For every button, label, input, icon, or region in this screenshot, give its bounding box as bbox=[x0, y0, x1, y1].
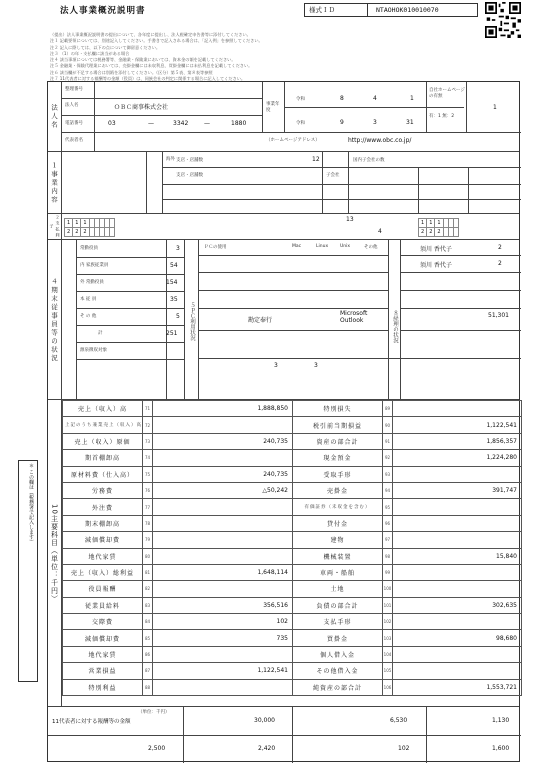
owner-name: 須川 香代子 bbox=[420, 262, 452, 269]
note-line: 注２ 記入に際しては、以下の点について御留意ください。 bbox=[50, 44, 161, 50]
ledger-no: 72 bbox=[143, 417, 153, 433]
ledger-label: 交際費 bbox=[63, 614, 143, 630]
staff-value: 251 bbox=[166, 330, 178, 337]
fiscal-to-year: 9 bbox=[340, 119, 344, 126]
grid-cell: 2 bbox=[427, 228, 435, 237]
footer-value: 102 bbox=[398, 745, 410, 752]
ledger-amount bbox=[153, 499, 293, 515]
ledger-amount: 1,122,541 bbox=[393, 417, 522, 433]
phone-sep: — bbox=[148, 120, 154, 127]
interest-grid bbox=[64, 218, 115, 237]
ledger-label: 従業員給料 bbox=[63, 597, 143, 613]
ledger-no: 86 bbox=[143, 646, 153, 662]
staff-label: 外 常勤役員 bbox=[80, 280, 104, 285]
phone-prefix: 3342 bbox=[173, 120, 189, 127]
owner-pct: 2 bbox=[498, 244, 502, 251]
ledger-amount bbox=[153, 679, 293, 695]
ledger-label: 純資産の部合計 bbox=[293, 679, 383, 695]
ledger-no: 91 bbox=[383, 433, 393, 449]
dept-label: 支店・店舗数 bbox=[176, 158, 203, 163]
footer-value: 6,530 bbox=[390, 717, 408, 724]
ledger-amount: 98,680 bbox=[393, 630, 522, 646]
ledger-amount bbox=[153, 532, 293, 548]
ledger-label: 資産の部合計 bbox=[293, 433, 383, 449]
ledger-no: 73 bbox=[143, 433, 153, 449]
form-frame bbox=[47, 81, 520, 762]
ledger-label: 建物 bbox=[293, 532, 383, 548]
footer-value: 1,600 bbox=[492, 745, 510, 752]
ledger-label: 営業損益 bbox=[63, 663, 143, 679]
ledger-no: 99 bbox=[383, 564, 393, 580]
ledger-amount: 1,224,280 bbox=[393, 450, 522, 466]
ledger-no: 93 bbox=[383, 466, 393, 482]
ledger-row bbox=[293, 450, 522, 466]
ledger-row bbox=[293, 646, 522, 662]
staff-label: 源泉徴収対象 bbox=[80, 348, 107, 353]
ledger-amount: 1,648,114 bbox=[153, 564, 293, 580]
ledger-label: 労務費 bbox=[63, 482, 143, 498]
ledger-row bbox=[293, 630, 522, 646]
ledger-row bbox=[63, 532, 293, 548]
staff-label: そ の 他 bbox=[80, 314, 97, 319]
fiscal-to-month: 3 bbox=[373, 119, 377, 126]
it-count: 13 bbox=[346, 216, 354, 223]
pc-title: ＰＣの使用 bbox=[204, 245, 227, 250]
ledger-row bbox=[63, 581, 293, 597]
ledger-row bbox=[293, 433, 522, 449]
ledger-amount bbox=[393, 614, 522, 630]
ledger-no: 101 bbox=[383, 597, 393, 613]
ledger-label: 期末棚卸高 bbox=[63, 515, 143, 531]
url-label: （ホームページアドレス） bbox=[266, 138, 320, 143]
ledger-amount: 356,516 bbox=[153, 597, 293, 613]
ledger-no: 87 bbox=[143, 663, 153, 679]
owner-subtotal: 51,301 bbox=[488, 312, 509, 319]
ledger-no: 96 bbox=[383, 515, 393, 531]
note-line: 注４ 該当事項については税務署等、金融業・保険業においては、資本金の額を記載してください。 bbox=[50, 57, 236, 63]
pc-item-other: その他 bbox=[364, 245, 378, 250]
extra-value: 3 bbox=[274, 362, 278, 369]
ledger-row bbox=[293, 597, 522, 613]
ledger-amount bbox=[153, 548, 293, 564]
ledger-row bbox=[293, 532, 522, 548]
grid-cell: 2 bbox=[419, 228, 427, 237]
homepage-choice: 有：1 無：2 bbox=[429, 114, 455, 119]
ledger-amount: △50,242 bbox=[153, 482, 293, 498]
ledger-row bbox=[293, 614, 522, 630]
grid-cell: 1 bbox=[419, 219, 427, 228]
staff-value: 35 bbox=[170, 296, 178, 303]
fiscal-from-month: 4 bbox=[373, 95, 377, 102]
ledger-row bbox=[63, 515, 293, 531]
company-block bbox=[48, 82, 519, 152]
ledger-amount bbox=[153, 515, 293, 531]
company-row-label: 代表者名 bbox=[65, 138, 83, 143]
grid-cell: 2 bbox=[73, 228, 81, 237]
ledger-row bbox=[63, 679, 293, 695]
phone-area: 03 bbox=[108, 120, 116, 127]
company-row-label: 電話番号 bbox=[65, 121, 83, 126]
ledger-row bbox=[293, 401, 522, 417]
ledger-label: 買掛金 bbox=[293, 630, 383, 646]
ledger-label: 役員報酬 bbox=[63, 581, 143, 597]
accounting-section-label: ８経理の状況 bbox=[392, 310, 398, 343]
phone-sep: — bbox=[204, 120, 210, 127]
ledger-label: 個人借入金 bbox=[293, 646, 383, 662]
fiscal-to-day: 31 bbox=[406, 119, 414, 126]
ledger-no: 76 bbox=[143, 482, 153, 498]
ledger-label: 地代家賃 bbox=[63, 646, 143, 662]
grid-cell: 2 bbox=[65, 228, 73, 237]
footer-value: 2,420 bbox=[258, 745, 276, 752]
staff-label: 常勤役員 bbox=[80, 246, 98, 251]
ledger-no: 95 bbox=[383, 499, 393, 515]
ledger-amount bbox=[153, 581, 293, 597]
business-block bbox=[48, 152, 519, 214]
ledger-label: 特別利益 bbox=[63, 679, 143, 695]
ledger-label: 特別損失 bbox=[293, 401, 383, 417]
staff-section-label: ４期末従事員等の状況 bbox=[48, 240, 62, 400]
note-line: 注６ 該当欄が不足する場合は別紙を添付してください。（区分）第５表、第８表等参照 bbox=[50, 69, 213, 75]
staff-value: 5 bbox=[176, 313, 180, 320]
ledger-label: 売上（収入）原価 bbox=[63, 433, 143, 449]
ownership-grid bbox=[418, 218, 459, 237]
ledger-amount bbox=[393, 401, 522, 417]
ledger-amount: 15,840 bbox=[393, 548, 522, 564]
fiscal-from-day: 1 bbox=[410, 95, 414, 102]
instruction-notes bbox=[50, 32, 465, 82]
ledger-no: 71 bbox=[143, 401, 153, 417]
ledger-row bbox=[293, 466, 522, 482]
note-line: 注３ （1）の年・支払欄に該当がある場合 bbox=[50, 50, 130, 56]
ledger-left-table bbox=[62, 400, 293, 696]
footer-value: 1,130 bbox=[492, 717, 510, 724]
ledger-row bbox=[63, 614, 293, 630]
ledger-no: 89 bbox=[383, 401, 393, 417]
ledger-amount bbox=[393, 466, 522, 482]
ledger-label: 減価償却費 bbox=[63, 532, 143, 548]
ledger-label: 機械装置 bbox=[293, 548, 383, 564]
company-row-label: 整理番号 bbox=[65, 87, 83, 92]
ledger-no: 84 bbox=[143, 614, 153, 630]
ledger-label: 税引前当期損益 bbox=[293, 417, 383, 433]
ledger-label: 現金預金 bbox=[293, 450, 383, 466]
ledger-row bbox=[293, 663, 522, 679]
ledger-no: 94 bbox=[383, 482, 393, 498]
ledger-amount: 240,735 bbox=[153, 466, 293, 482]
form-id-value: NTAOHOK010010070 bbox=[376, 6, 439, 14]
ledger-label: 支払手形 bbox=[293, 614, 383, 630]
ledger-no: 85 bbox=[143, 630, 153, 646]
ledger-amount bbox=[153, 646, 293, 662]
ledger-no: 104 bbox=[383, 646, 393, 662]
ledger-right-table bbox=[292, 400, 522, 696]
ledger-row bbox=[63, 466, 293, 482]
it-count-2: 4 bbox=[378, 228, 382, 235]
ledger-label: 売上（収入）総利益 bbox=[63, 564, 143, 580]
ledger-no: 102 bbox=[383, 614, 393, 630]
ledger-label: 地代家賃 bbox=[63, 548, 143, 564]
ledger-no: 105 bbox=[383, 663, 393, 679]
ledger-no: 80 bbox=[143, 548, 153, 564]
ledger-no: 97 bbox=[383, 532, 393, 548]
business-section-label: １事業内容 bbox=[48, 152, 62, 214]
ledger-row bbox=[63, 597, 293, 613]
ledger-row bbox=[63, 433, 293, 449]
pc-item-mac: Mac bbox=[292, 244, 302, 249]
footer-block bbox=[48, 706, 519, 762]
ledger-amount: 102 bbox=[153, 614, 293, 630]
ledger-amount bbox=[393, 515, 522, 531]
subsidiary-label: 子会社 bbox=[326, 173, 340, 178]
ledger-no: 103 bbox=[383, 630, 393, 646]
ledger-amount: 1,856,357 bbox=[393, 433, 522, 449]
ledger-no: 88 bbox=[143, 679, 153, 695]
grid-cell: 1 bbox=[73, 219, 81, 228]
ledger-row bbox=[293, 548, 522, 564]
ledger-label: 受取手形 bbox=[293, 466, 383, 482]
mail-software: Microsoft Outlook bbox=[340, 310, 368, 324]
owner-name: 須川 香代子 bbox=[420, 246, 452, 253]
ledger-no: 79 bbox=[143, 532, 153, 548]
ledger-amount: 1,888,850 bbox=[153, 401, 293, 417]
ledger-row bbox=[293, 515, 522, 531]
ledger-label: 売掛金 bbox=[293, 482, 383, 498]
homepage-label: 自社ホームページの有無 bbox=[429, 88, 465, 99]
pc-usage-label: ５ＰＣ利用状況 bbox=[189, 302, 195, 341]
ledger-row bbox=[63, 663, 293, 679]
overseas-label: 海外 bbox=[166, 157, 175, 162]
grid-cell: 1 bbox=[427, 219, 435, 228]
ledger-row bbox=[63, 630, 293, 646]
era-to: 令和 bbox=[296, 121, 305, 126]
ledger-no: 81 bbox=[143, 564, 153, 580]
ledger-label: 外注費 bbox=[63, 499, 143, 515]
ledger-no: 98 bbox=[383, 548, 393, 564]
ledger-row bbox=[293, 482, 522, 498]
ledger-no: 83 bbox=[143, 597, 153, 613]
staff-label: 内 家族従業員 bbox=[80, 263, 109, 268]
ledger-label: 土地 bbox=[293, 581, 383, 597]
ledger-row bbox=[293, 499, 522, 515]
ledger-row bbox=[63, 548, 293, 564]
ledger-no: 92 bbox=[383, 450, 393, 466]
ledger-amount bbox=[393, 564, 522, 580]
accounting-software: 勘定奉行 bbox=[248, 317, 273, 324]
domestic-subsidiary-label: 国内子会社の数 bbox=[353, 158, 385, 163]
company-section-label: 法人名 bbox=[48, 82, 62, 152]
ledger-section-label: 10主要科目（単位：千円） bbox=[48, 400, 62, 706]
grid-cell: 1 bbox=[65, 219, 73, 228]
staff-value: 3 bbox=[176, 245, 180, 252]
staff-label: 計 bbox=[98, 331, 103, 336]
staff-value: 154 bbox=[166, 279, 178, 286]
note-line: （提出）法人事業概況説明書の提出について、各年度に提出し、法人税確定申告書等に添付してください。 bbox=[50, 32, 251, 37]
grid-cell: 2 bbox=[435, 228, 443, 237]
form-id-box bbox=[304, 3, 478, 17]
ledger-no: 100 bbox=[383, 581, 393, 597]
grid-cell: 1 bbox=[81, 219, 89, 228]
ledger-row bbox=[293, 581, 522, 597]
interest-block bbox=[48, 214, 519, 240]
ledger-row bbox=[293, 679, 522, 695]
note-line: 注１ 記載要領については、別途記入してください。手書きで記入される場合は、「記入例」を参照してください。 bbox=[50, 38, 263, 44]
company-row-label: 法人名 bbox=[65, 103, 79, 108]
pc-item-unix: Unix bbox=[340, 244, 351, 249]
footer-section-label: 11代表者に対する報酬等の金額 bbox=[52, 719, 131, 725]
fiscal-label: 事業年度 bbox=[266, 102, 280, 113]
ledger-amount bbox=[153, 417, 293, 433]
note-line: 注５ 金融業・保険代理業においては、売掛金欄には未収利息、買掛金欄には未払利息を記載してください。 bbox=[50, 63, 253, 69]
company-name: ＯＢＣ商事株式会社 bbox=[114, 104, 169, 111]
ledger-no: 82 bbox=[143, 581, 153, 597]
dept-label-2: 支店・店舗数 bbox=[176, 173, 203, 178]
extra-value: 3 bbox=[314, 362, 318, 369]
ledger-amount bbox=[153, 450, 293, 466]
ledger-no: 74 bbox=[143, 450, 153, 466]
ledger-label: 車両・船舶 bbox=[293, 564, 383, 580]
ledger-amount bbox=[393, 646, 522, 662]
ledger-amount bbox=[393, 581, 522, 597]
note-line: 注７ 11代表者に対する報酬等の金額（役員）は、同族会社の判定に関係する場合に記入してください。 bbox=[50, 76, 246, 82]
phone-line: 1880 bbox=[231, 120, 247, 127]
ledger-row bbox=[293, 564, 522, 580]
form-title: 法人事業概況説明書 bbox=[60, 6, 146, 16]
ledger-label: 負債の部合計 bbox=[293, 597, 383, 613]
ledger-no: 78 bbox=[143, 515, 153, 531]
grid-cell: 2 bbox=[81, 228, 89, 237]
interest-section-label: ２支払利子 bbox=[49, 215, 61, 239]
grid-cell: 1 bbox=[435, 219, 443, 228]
ledger-amount bbox=[393, 663, 522, 679]
ledger-amount: 240,735 bbox=[153, 433, 293, 449]
staff-block bbox=[48, 240, 519, 400]
ledger-label: 原材料費（仕入高） bbox=[63, 466, 143, 482]
ledger-amount: 302,635 bbox=[393, 597, 522, 613]
staff-label: 本 従 員 bbox=[80, 297, 97, 302]
ledger-row bbox=[63, 417, 293, 433]
ledger-amount: 735 bbox=[153, 630, 293, 646]
qr-code-icon bbox=[485, 2, 521, 38]
ledger-label: 売上（収入）高 bbox=[63, 401, 143, 417]
ledger-row bbox=[63, 564, 293, 580]
ledger-label: 期首棚卸高 bbox=[63, 450, 143, 466]
homepage-value: 1 bbox=[493, 104, 497, 111]
ledger-row bbox=[63, 401, 293, 417]
ledger-row bbox=[63, 450, 293, 466]
footer-value: 30,000 bbox=[254, 717, 275, 724]
ledger-label: その他借入金 bbox=[293, 663, 383, 679]
ledger-label: 貸付金 bbox=[293, 515, 383, 531]
ledger-label: 減価償却費 bbox=[63, 630, 143, 646]
ledger-label: 上記のうち兼業売上（収入）高 bbox=[63, 417, 143, 433]
ledger-no: 75 bbox=[143, 466, 153, 482]
ledger-amount: 391,747 bbox=[393, 482, 522, 498]
ledger-no: 90 bbox=[383, 417, 393, 433]
dept-count: 12 bbox=[312, 156, 320, 163]
ledger-amount bbox=[393, 499, 522, 515]
homepage-url: http://www.obc.co.jp/ bbox=[348, 137, 412, 144]
footer-unit: （単位：千円） bbox=[138, 710, 170, 715]
ledger-amount: 1,553,721 bbox=[393, 679, 522, 695]
footer-value: 2,500 bbox=[148, 745, 166, 752]
ledger-row bbox=[63, 499, 293, 515]
pc-item-linux: Linux bbox=[316, 244, 329, 249]
era-from: 令和 bbox=[296, 97, 305, 102]
office-use-note: ＊ この欄は（税務署で記入します） bbox=[18, 460, 38, 682]
ledger-amount bbox=[393, 532, 522, 548]
form-id-label: 様式ＩＤ bbox=[305, 4, 368, 16]
ledger-no: 77 bbox=[143, 499, 153, 515]
ledger-label: 有価証券（未収金を含む） bbox=[293, 499, 383, 515]
ledger-row bbox=[63, 646, 293, 662]
ledger-row bbox=[293, 417, 522, 433]
fiscal-from-year: 8 bbox=[340, 95, 344, 102]
ledger-no: 106 bbox=[383, 679, 393, 695]
ledger-amount: 1,122,541 bbox=[153, 663, 293, 679]
staff-value: 54 bbox=[170, 262, 178, 269]
ledger-row bbox=[63, 482, 293, 498]
owner-pct: 2 bbox=[498, 260, 502, 267]
